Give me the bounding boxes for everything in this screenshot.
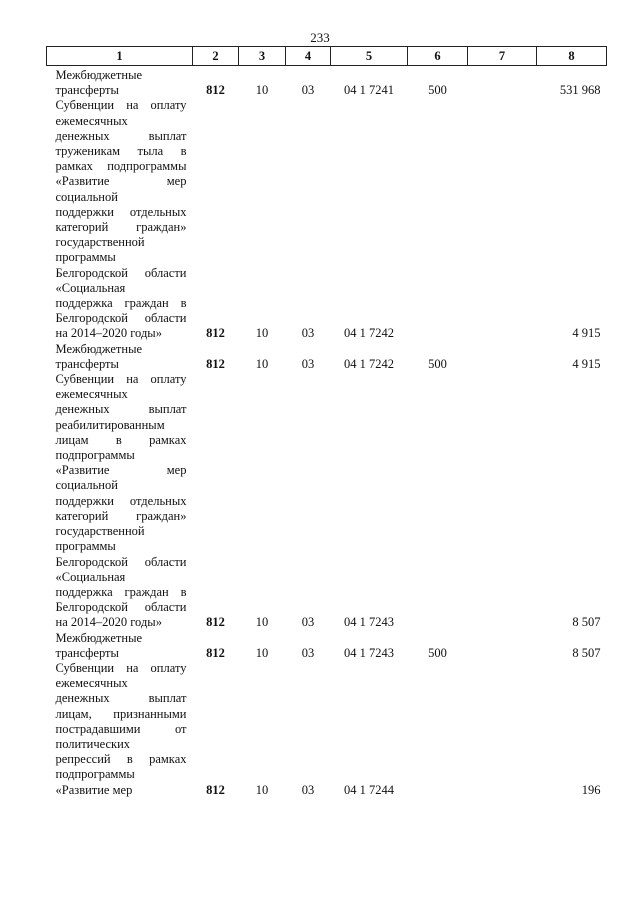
description-line: «Развитие мер <box>55 174 187 189</box>
description-line: Белгородской области <box>55 265 187 280</box>
column-header-4: 4 <box>286 47 331 66</box>
description-line: поддержка граждан в <box>55 584 187 599</box>
column-header-7: 7 <box>468 47 537 66</box>
description-line: Белгородской области <box>55 600 187 615</box>
description-line: труженикам тыла в <box>55 144 187 159</box>
col-7-value <box>468 661 537 798</box>
column-header-5: 5 <box>331 47 408 66</box>
code-section: 10 <box>255 356 269 371</box>
description-line: категорий граждан» <box>55 220 187 235</box>
row-description <box>47 631 193 661</box>
code-section: 10 <box>255 83 269 98</box>
description-line: «Социальная <box>55 569 126 584</box>
code-ministry: 812 <box>206 326 225 341</box>
description-line: поддержки отдельных <box>55 493 187 508</box>
description-line: трансферты <box>55 356 119 371</box>
amount: 8 507 <box>572 645 601 660</box>
column-header-8: 8 <box>537 47 607 66</box>
description-line: «Развитие мер <box>55 782 133 797</box>
description-line: на 2014–2020 годы» <box>55 615 162 630</box>
description-line: на 2014–2020 годы» <box>55 326 162 341</box>
code-subsection: 03 <box>301 782 315 797</box>
description-line: Межбюджетные <box>55 630 143 645</box>
col-7-value <box>468 66 537 99</box>
code-target: 04 1 7243 <box>344 615 394 630</box>
description-line: политических <box>55 736 131 751</box>
description-line: поддержки отдельных <box>55 204 187 219</box>
description-line: репрессий в рамках <box>55 752 187 767</box>
column-header-2: 2 <box>193 47 239 66</box>
code-section: 10 <box>255 615 269 630</box>
description-line: Белгородской области <box>55 311 187 326</box>
table-header-row <box>47 47 607 66</box>
code-target: 04 1 7243 <box>344 645 394 660</box>
column-header-6: 6 <box>408 47 468 66</box>
description-line: лицам, признанными <box>55 706 187 721</box>
description-line: трансферты <box>55 83 119 98</box>
description-line: денежных выплат <box>55 402 187 417</box>
description-line: денежных выплат <box>55 128 187 143</box>
description-line: подпрограммы <box>55 448 135 463</box>
description-line: рамках подпрограммы <box>55 159 187 174</box>
description-line: трансферты <box>55 645 119 660</box>
row-description <box>47 98 193 341</box>
code-subsection: 03 <box>301 326 315 341</box>
description-line: «Социальная <box>55 280 126 295</box>
description-line: Субвенции на оплату <box>55 660 187 675</box>
table-row <box>47 631 607 661</box>
description-line: Межбюджетные <box>55 68 143 82</box>
table-row <box>47 372 607 630</box>
col-7-value <box>468 372 537 630</box>
table-row <box>47 342 607 372</box>
code-expense-type: 500 <box>428 356 447 371</box>
code-target: 04 1 7242 <box>344 356 394 371</box>
col-7-value <box>468 98 537 341</box>
code-subsection: 03 <box>301 645 315 660</box>
table-row <box>47 66 607 99</box>
description-line: лицам в рамках <box>55 432 187 447</box>
description-line: Межбюджетные <box>55 341 143 356</box>
code-ministry: 812 <box>206 782 225 797</box>
description-line: «Развитие мер <box>55 463 187 478</box>
budget-table <box>46 46 607 798</box>
row-description <box>47 661 193 798</box>
code-subsection: 03 <box>301 83 315 98</box>
code-expense-type: 500 <box>428 645 447 660</box>
description-line: программы <box>55 539 116 554</box>
code-section: 10 <box>255 782 269 797</box>
amount: 531 968 <box>559 83 601 98</box>
col-7-value <box>468 342 537 372</box>
table-row <box>47 661 607 798</box>
amount: 4 915 <box>572 326 601 341</box>
code-subsection: 03 <box>301 356 315 371</box>
code-expense-type: 500 <box>428 83 447 98</box>
amount: 8 507 <box>572 615 601 630</box>
code-subsection: 03 <box>301 615 315 630</box>
col-7-value <box>468 631 537 661</box>
description-line: подпрограммы <box>55 767 135 782</box>
description-line: Субвенции на оплату <box>55 98 187 113</box>
amount: 4 915 <box>572 356 601 371</box>
description-line: реабилитированным <box>55 417 165 432</box>
code-expense-type <box>408 661 468 798</box>
code-expense-type <box>408 98 468 341</box>
row-description <box>47 66 193 99</box>
code-ministry: 812 <box>206 645 225 660</box>
code-ministry: 812 <box>206 356 225 371</box>
description-line: ежемесячных <box>55 113 128 128</box>
code-ministry: 812 <box>206 83 225 98</box>
description-line: социальной <box>55 189 118 204</box>
code-section: 10 <box>255 326 269 341</box>
code-target: 04 1 7242 <box>344 326 394 341</box>
code-expense-type <box>408 372 468 630</box>
code-target: 04 1 7241 <box>344 83 394 98</box>
description-line: категорий граждан» <box>55 508 187 523</box>
description-line: Белгородской области <box>55 554 187 569</box>
row-description <box>47 342 193 372</box>
description-line: ежемесячных <box>55 387 128 402</box>
description-line: программы <box>55 250 116 265</box>
description-line: поддержка граждан в <box>55 296 187 311</box>
description-line: государственной <box>55 235 145 250</box>
column-header-1: 1 <box>47 47 193 66</box>
code-section: 10 <box>255 645 269 660</box>
amount: 196 <box>581 782 601 797</box>
column-header-3: 3 <box>239 47 286 66</box>
page-number: 233 <box>310 30 330 45</box>
code-target: 04 1 7244 <box>344 782 394 797</box>
table-row <box>47 98 607 341</box>
description-line: ежемесячных <box>55 676 128 691</box>
description-line: денежных выплат <box>55 691 187 706</box>
description-line: социальной <box>55 478 118 493</box>
description-line: государственной <box>55 524 145 539</box>
row-description <box>47 372 193 630</box>
code-ministry: 812 <box>206 615 225 630</box>
description-line: пострадавшими от <box>55 721 187 736</box>
description-line: Субвенции на оплату <box>55 372 187 387</box>
